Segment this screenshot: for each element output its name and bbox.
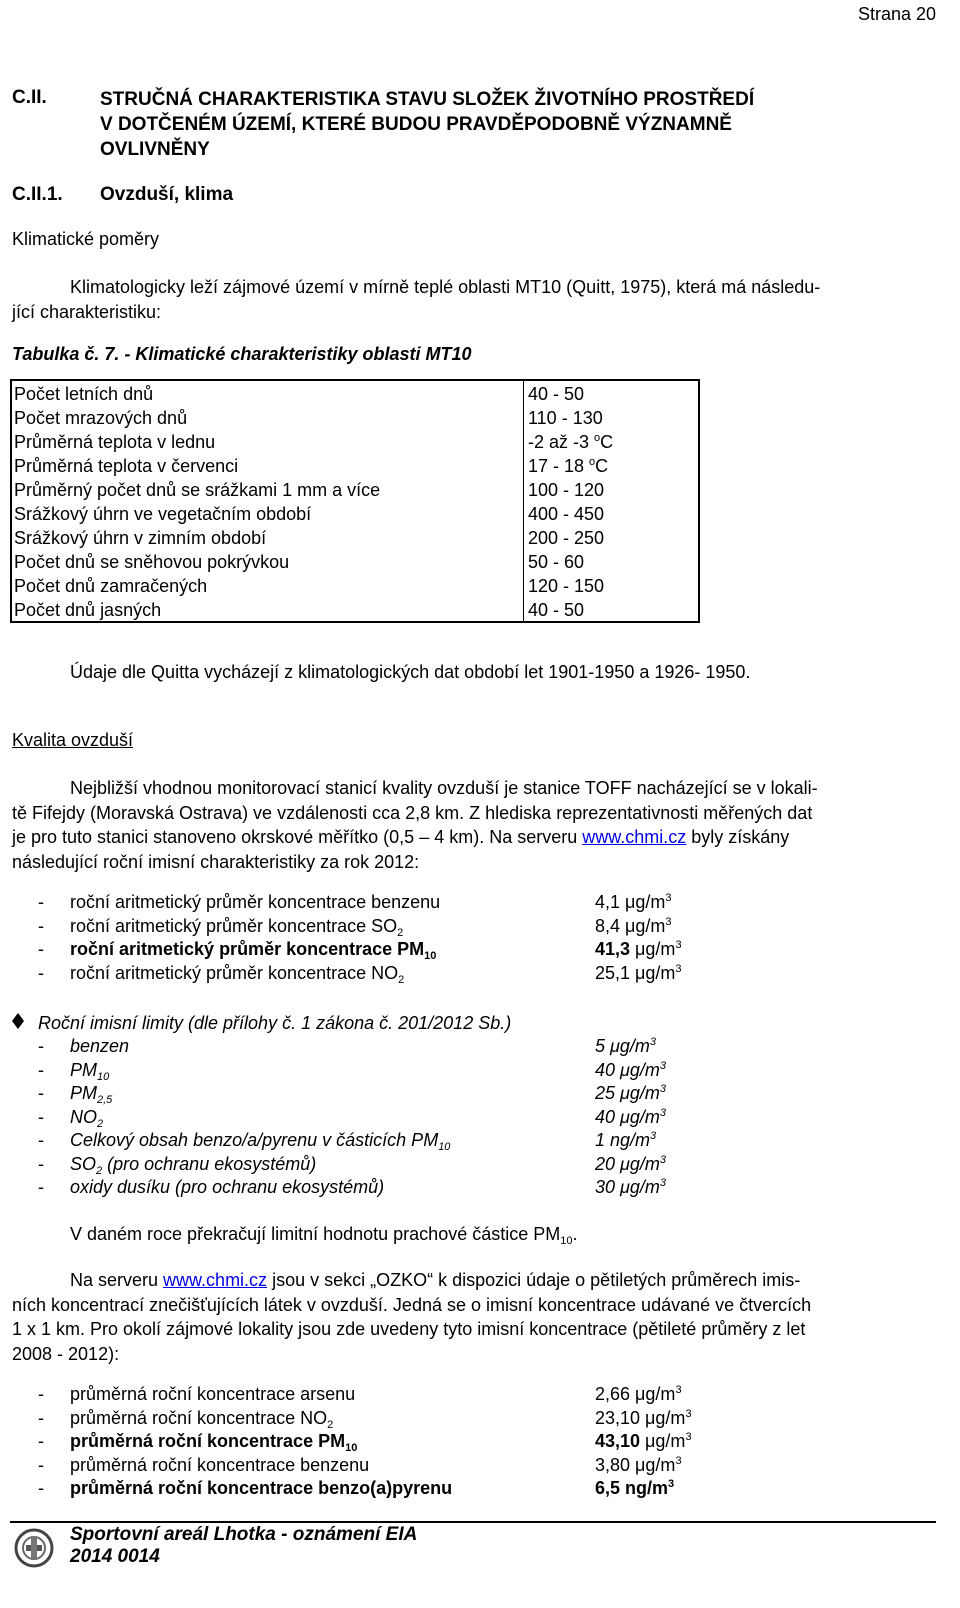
value-number: 6,5 ng/m	[595, 1478, 669, 1498]
list-item-value	[595, 1454, 682, 1478]
list-item-text-rest: (pro ochranu ekosystémů)	[102, 1153, 317, 1174]
table-row	[11, 429, 699, 453]
list-item-value	[595, 1035, 656, 1059]
dash: -	[38, 915, 44, 936]
table-row	[11, 501, 699, 525]
list-item-label	[70, 891, 440, 915]
superscript: 3	[659, 1153, 667, 1166]
table-row	[11, 549, 699, 573]
value-number: 5 μg/m	[595, 1036, 650, 1056]
subscript: 2,5	[97, 1094, 113, 1106]
list-item-text: roční aritmetický průměr koncentrace SO	[70, 915, 398, 936]
dash: -	[38, 1407, 44, 1428]
list-item-value	[595, 1477, 674, 1501]
value-number: 4,1 μg/m	[595, 892, 666, 912]
value-number: 25,1 μg/m	[595, 962, 676, 983]
exceed-note	[70, 1224, 578, 1245]
list-item-value	[595, 1106, 666, 1130]
dash: -	[38, 1431, 44, 1451]
list-item-value	[595, 1129, 656, 1153]
exceed-note-text: V daném roce překračují limitní hodnotu prachové částice PM	[70, 1224, 561, 1244]
text-line: byly získány	[686, 827, 790, 847]
table-caption: Tabulka č. 7. - Klimatické charakteristiky oblasti MT10	[12, 344, 472, 364]
value-number: 30 μg/m	[595, 1177, 660, 1197]
company-logo-icon	[14, 1528, 54, 1568]
list-item-value	[595, 1059, 666, 1083]
dash: -	[38, 1036, 44, 1056]
superscript: 3	[665, 892, 672, 904]
dash: -	[38, 1454, 44, 1475]
subscript: 2	[327, 1418, 334, 1431]
subscript: 10	[424, 950, 437, 962]
list-item-text: průměrná roční koncentrace benzo(a)pyrenu	[70, 1478, 453, 1498]
section-title-line: V DOTČENÉM ÚZEMÍ, KTERÉ BUDOU PRAVDĚPODOBNĚ VÝZNAMNĚ	[100, 114, 732, 135]
list-item-text: PM	[70, 1083, 97, 1103]
kvalita-heading: Kvalita ovzduší	[12, 730, 134, 750]
text-line: 1 x 1 km. Pro okolí zájmové lokality jsou zde uvedeny tyto imisní koncentrace (pětileté průměry z let	[12, 1319, 806, 1339]
table-row	[11, 477, 699, 501]
exceed-note-sub: 10	[560, 1235, 573, 1247]
climate-label: Počet dnů jasných	[11, 597, 524, 622]
chmi-link[interactable]: www.chmi.cz	[582, 827, 687, 847]
text-line: následující roční imisní charakteristiky za rok 2012:	[12, 851, 420, 872]
list-item-value	[595, 1430, 692, 1454]
subscript: 10	[97, 1070, 110, 1083]
climate-value	[524, 429, 700, 453]
climate-value	[524, 501, 700, 525]
superscript: 3	[650, 1130, 657, 1142]
list-item-text: průměrná roční koncentrace PM	[70, 1431, 346, 1451]
text-line: Klimatologicky leží zájmové území v mírně teplé oblasti MT10 (Quitt, 1975), která má následu-	[70, 277, 821, 297]
climate-label: Počet dnů zamračených	[11, 573, 524, 597]
value-number: 1 ng/m	[595, 1130, 651, 1150]
climate-table	[10, 379, 700, 623]
climate-value-text: 110 - 130	[528, 408, 603, 428]
list-item-text: roční aritmetický průměr koncentrace NO	[70, 962, 399, 983]
list-item-text: Celkový obsah benzo/a/pyrenu v částicích PM	[70, 1130, 439, 1150]
text-line: jsou v sekci „OZKO“ k dispozici údaje o pětiletých průměrech imis-	[267, 1270, 801, 1290]
superscript: 3	[659, 1059, 667, 1072]
table-row	[11, 573, 699, 597]
subscript: 2	[96, 1164, 103, 1177]
table-row	[11, 380, 699, 405]
value-number: 40 μg/m	[595, 1059, 660, 1080]
section-title	[100, 87, 754, 162]
climate-unit: C	[600, 432, 614, 452]
subscript: 2	[398, 973, 405, 986]
climate-label: Počet mrazových dnů	[11, 405, 524, 429]
dash: -	[38, 962, 44, 983]
subscript: 10	[345, 1442, 358, 1454]
climate-unit: C	[595, 456, 609, 476]
value-number: 25 μg/m	[595, 1083, 660, 1103]
climate-value-text: 100 - 120	[528, 480, 605, 500]
text-line: Na serveru	[70, 1270, 164, 1290]
dash: -	[38, 1177, 44, 1197]
climate-value-text: 400 - 450	[528, 504, 605, 524]
page-number: Strana 20	[857, 4, 936, 24]
dash: -	[38, 1106, 44, 1127]
superscript: 3	[649, 1036, 657, 1048]
value-number: 41,3	[595, 939, 631, 959]
list-item-value	[595, 1082, 666, 1106]
list-item-text: SO	[70, 1153, 97, 1174]
list-item-text: oxidy dusíku (pro ochranu ekosystémů)	[70, 1177, 385, 1197]
climate-label: Průměrný počet dnů se srážkami 1 mm a více	[11, 477, 524, 501]
limits-heading-row	[12, 1011, 511, 1035]
value-number: 3,80	[595, 1454, 631, 1475]
climate-value	[524, 573, 700, 597]
list-item-label	[70, 1454, 369, 1478]
superscript: 3	[659, 1106, 667, 1119]
climate-value-text: 40 - 50	[528, 600, 585, 620]
degree-sup: o	[589, 456, 596, 468]
climate-label: Průměrná teplota v lednu	[11, 429, 524, 453]
superscript: 3	[675, 1454, 682, 1467]
table-row	[11, 405, 699, 429]
climate-value-text: 40 - 50	[528, 384, 585, 404]
climate-value	[524, 405, 700, 429]
text-line: je pro tuto stanici stanoveno okrskové měřítko (0,5 – 4 km). Na serveru	[12, 827, 583, 847]
dash: -	[38, 1384, 44, 1404]
section-number: C.II.	[12, 87, 47, 108]
climate-value-text: -2 až -3	[528, 432, 595, 452]
list-item-label	[70, 1035, 129, 1059]
climate-value	[524, 380, 700, 405]
list-item-value	[595, 962, 682, 986]
list-item-value	[595, 891, 672, 915]
superscript: 3	[659, 1177, 667, 1189]
value-number: 8,4 μg/m	[595, 915, 666, 936]
footer-divider	[10, 1521, 936, 1523]
value-number: 40 μg/m	[595, 1106, 660, 1127]
superscript: 3	[685, 1431, 692, 1443]
subsection-number: C.II.1.	[12, 184, 63, 205]
text-line: 2008 - 2012):	[12, 1343, 120, 1364]
list-item-text: benzen	[70, 1036, 130, 1056]
klima-paragraph	[12, 275, 934, 324]
climate-value-text: 200 - 250	[528, 528, 605, 548]
list-item-text: roční aritmetický průměr koncentrace PM	[70, 939, 425, 959]
value-number: 43,10	[595, 1431, 641, 1451]
quitt-note: Údaje dle Quitta vycházejí z klimatologických dat období let 1901-1950 a 1926- 1950.	[70, 662, 751, 682]
climate-value-text: 50 - 60	[528, 552, 585, 572]
list-item-value	[595, 1176, 666, 1200]
kvalita-paragraph	[12, 776, 934, 874]
table-row	[11, 597, 699, 622]
degree-sup: o	[594, 432, 601, 444]
climate-label: Srážkový úhrn v zimním období	[11, 525, 524, 549]
ozko-paragraph	[12, 1268, 934, 1366]
klima-heading: Klimatické poměry	[12, 229, 160, 249]
value-unit: μg/m	[630, 939, 676, 959]
value-number: 23,10	[595, 1407, 641, 1428]
text-line: Nejbližší vhodnou monitorovací stanicí kvality ovzduší je stanice TOFF nacházející se v lokali-	[70, 778, 818, 798]
section-title-line: OVLIVNĚNY	[100, 139, 210, 160]
climate-value	[524, 477, 700, 501]
value-number: 2,66	[595, 1384, 631, 1404]
subsection-title: Ovzduší, klima	[100, 184, 234, 205]
value-unit: μg/m	[630, 1384, 676, 1404]
footer-title: Sportovní areál Lhotka - oznámení EIA	[70, 1524, 418, 1545]
climate-label: Průměrná teplota v červenci	[11, 453, 524, 477]
climate-value-text: 120 - 150	[528, 576, 605, 596]
table-row	[11, 453, 699, 477]
text-line: jící charakteristiku:	[12, 301, 162, 322]
value-number: 20 μg/m	[595, 1153, 660, 1174]
climate-label: Počet letních dnů	[11, 380, 524, 405]
list-item-text: NO	[70, 1106, 97, 1127]
list-item-value	[595, 1407, 692, 1431]
climate-label: Počet dnů se sněhovou pokrývkou	[11, 549, 524, 573]
list-item-label	[70, 962, 404, 989]
dash: -	[38, 1059, 44, 1080]
list-item-text: PM	[70, 1059, 97, 1080]
climate-label: Srážkový úhrn ve vegetačním období	[11, 501, 524, 525]
limits-heading: Roční imisní limity (dle přílohy č. 1 zákona č. 201/2012 Sb.)	[38, 1013, 512, 1033]
list-item-value	[595, 938, 682, 962]
subscript: 2	[397, 926, 404, 939]
dash: -	[38, 1083, 44, 1103]
climate-value	[524, 597, 700, 622]
subscript: 2	[97, 1117, 104, 1130]
text-line: tě Fifejdy (Moravská Ostrava) ve vzdálenosti cca 2,8 km. Z hlediska reprezentativnosti měřených dat	[12, 802, 813, 823]
dash: -	[38, 892, 44, 912]
list-item-label	[70, 1176, 384, 1200]
list-item-text: průměrná roční koncentrace arsenu	[70, 1384, 356, 1404]
list-item-value	[595, 1153, 666, 1177]
dash: -	[38, 1153, 44, 1174]
value-unit: μg/m	[640, 1407, 686, 1428]
superscript: 3	[675, 1384, 682, 1396]
list-item-text: průměrná roční koncentrace NO	[70, 1407, 328, 1428]
section-title-line: STRUČNÁ CHARAKTERISTIKA STAVU SLOŽEK ŽIVOTNÍHO PROSTŘEDÍ	[100, 89, 755, 110]
superscript: 3	[685, 1407, 692, 1420]
superscript: 3	[675, 939, 682, 951]
list-item-label	[70, 1383, 355, 1407]
climate-value	[524, 453, 700, 477]
chmi-link[interactable]: www.chmi.cz	[163, 1270, 268, 1290]
exceed-note-end: .	[572, 1224, 578, 1244]
text-line: ních koncentrací znečišťujících látek v ovzduší. Jedná se o imisní koncentrace udávané ve čtvercích	[12, 1294, 812, 1315]
superscript: 3	[675, 962, 682, 975]
list-item-text: průměrná roční koncentrace benzenu	[70, 1454, 370, 1475]
list-item-label	[70, 1477, 452, 1501]
dash: -	[38, 1478, 44, 1498]
table-row	[11, 525, 699, 549]
climate-value	[524, 549, 700, 573]
list-item-value	[595, 1383, 682, 1407]
value-unit: μg/m	[640, 1431, 686, 1451]
footer-text	[70, 1524, 417, 1568]
dash: -	[38, 1130, 44, 1150]
subscript: 10	[438, 1141, 451, 1153]
superscript: 3	[659, 1083, 667, 1095]
superscript: 3	[668, 1478, 675, 1490]
climate-value	[524, 525, 700, 549]
value-unit: μg/m	[630, 1454, 676, 1475]
climate-value-text: 17 - 18	[528, 456, 590, 476]
diamond-bullet-icon	[12, 1011, 38, 1035]
list-item-text: roční aritmetický průměr koncentrace benzenu	[70, 892, 441, 912]
footer-code: 2014 0014	[70, 1546, 160, 1567]
list-item-value	[595, 915, 672, 939]
dash: -	[38, 939, 44, 959]
superscript: 3	[665, 915, 672, 928]
